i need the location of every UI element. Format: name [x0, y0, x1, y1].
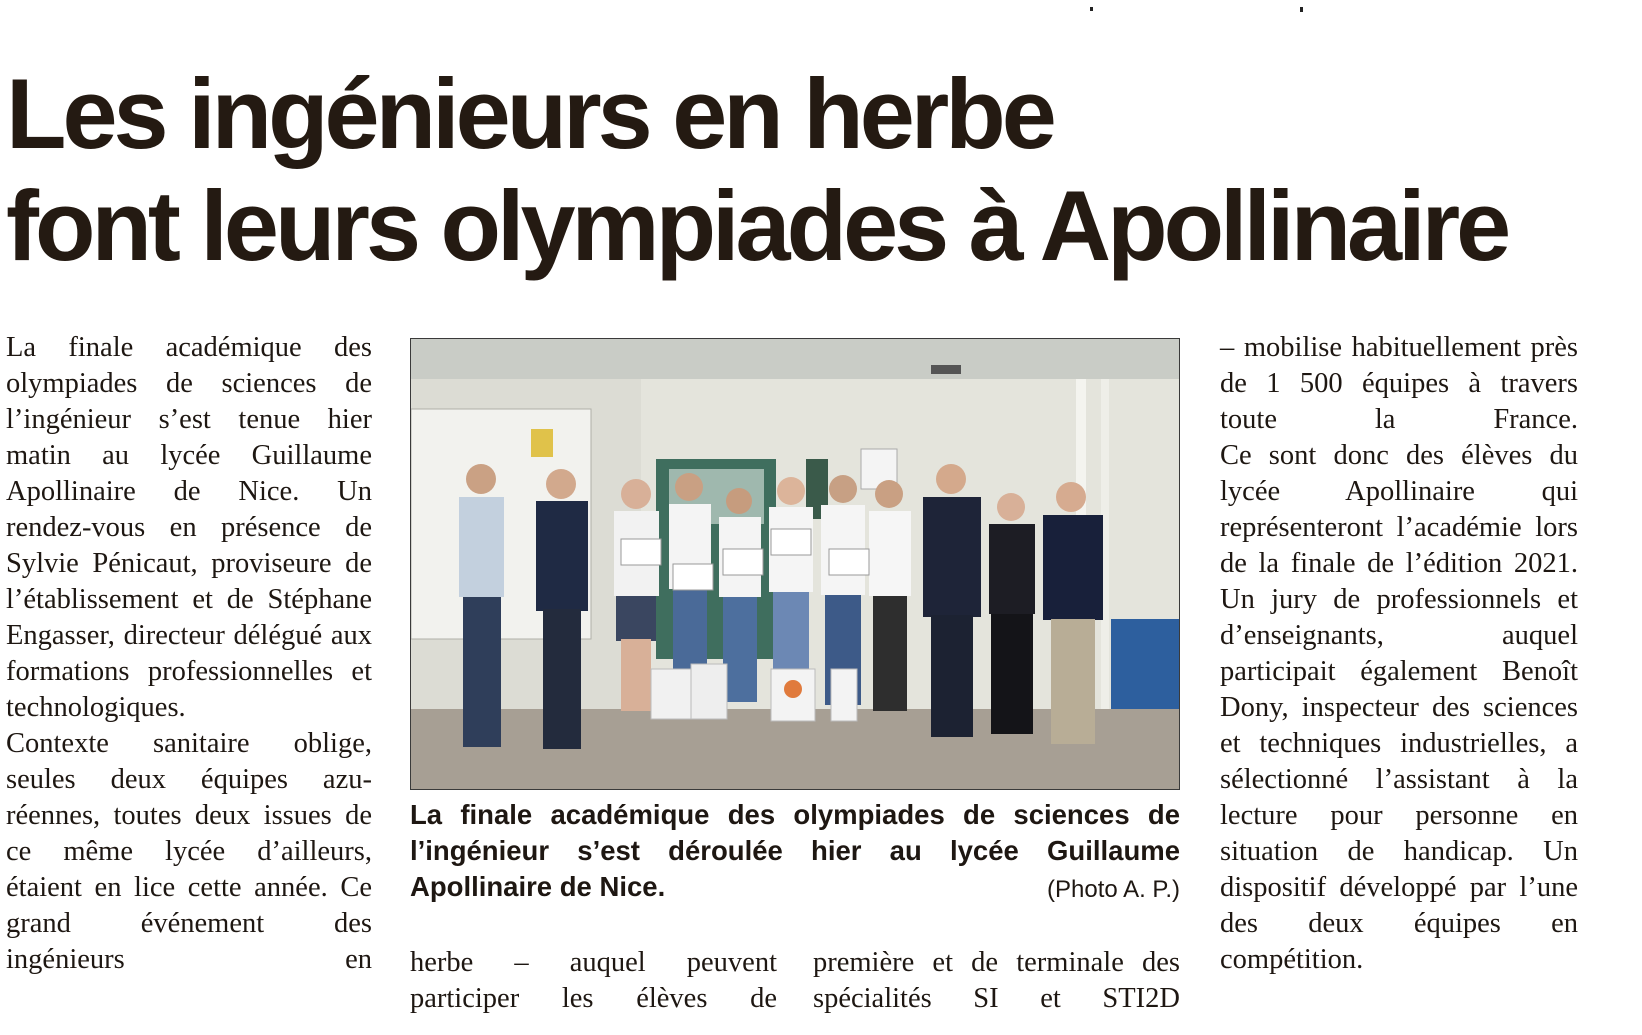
article-column-1 [6, 330, 372, 978]
article-photo [410, 338, 1180, 790]
person-11 [1043, 482, 1103, 744]
column-4-paragraph-1: – mobilise habituellement près de 1 500 équipes à travers toute la France. [1220, 332, 1578, 435]
column-3-paragraph: première et de terminale des spécialités SI et STI2D [813, 947, 1180, 1014]
photo-credit: (Photo A. P.) [1047, 876, 1180, 903]
person-9 [923, 464, 981, 737]
headline-line-1: Les ingénieurs en herbe [6, 58, 1053, 169]
article-column-4 [1220, 330, 1578, 978]
warning-sign-icon [531, 429, 553, 457]
article-column-2 [410, 945, 777, 1017]
column-2-paragraph: herbe – auquel peuvent participer les élèves de [410, 947, 777, 1014]
person-8 [869, 480, 911, 711]
column-1-paragraph-2: Contexte sanitaire oblige, seules deux équipes azuréennes, toutes deux issues de ce même lycée d’ailleurs, étaient en lice cette année. Ce grand événement des ingénieurs en [6, 728, 372, 975]
bag-logo-icon [784, 680, 802, 698]
article-headline [6, 58, 1626, 282]
photo-caption: La finale académique des olympiades de sciences de l’ingénieur s’est déroulée hier au lycée Guillaume Apollinaire de Nice. [410, 799, 1180, 902]
column-1-paragraph-1: La finale académique des olympiades de sciences de l’ingénieur s’est tenue hier matin au lycée Guillaume Apollinaire de Nice. Un rendez-vous en présence de Sylvie Pénicaut, proviseure de l’établissement et de Stéphane Engasser, directeur délégué aux formations professionnelles et technologiques. [6, 332, 372, 723]
headline-line-2: font leurs olympiades à Apollinaire [6, 170, 1508, 281]
group-photo-illustration [411, 339, 1179, 789]
column-4-paragraph-2: Ce sont donc des élèves du lycée Apollinaire qui représenteront l’académie lors de la finale de l’édition 2021. Un jury de professionnels et d’enseignants, auquel participait également Benoît Dony, inspecteur des sciences et techniques industrielles, a sélectionné l’assistant à la lecture pour personne en situation de handicap. Un dispositif développé par l’une des deux équipes en compétition. [1220, 440, 1578, 975]
person-1 [459, 464, 504, 747]
vent-icon [931, 365, 961, 374]
article-column-3 [813, 945, 1180, 1017]
person-2 [536, 469, 588, 749]
top-edge-marks [1090, 0, 1320, 6]
person-10 [989, 493, 1035, 734]
person-6 [769, 477, 813, 702]
